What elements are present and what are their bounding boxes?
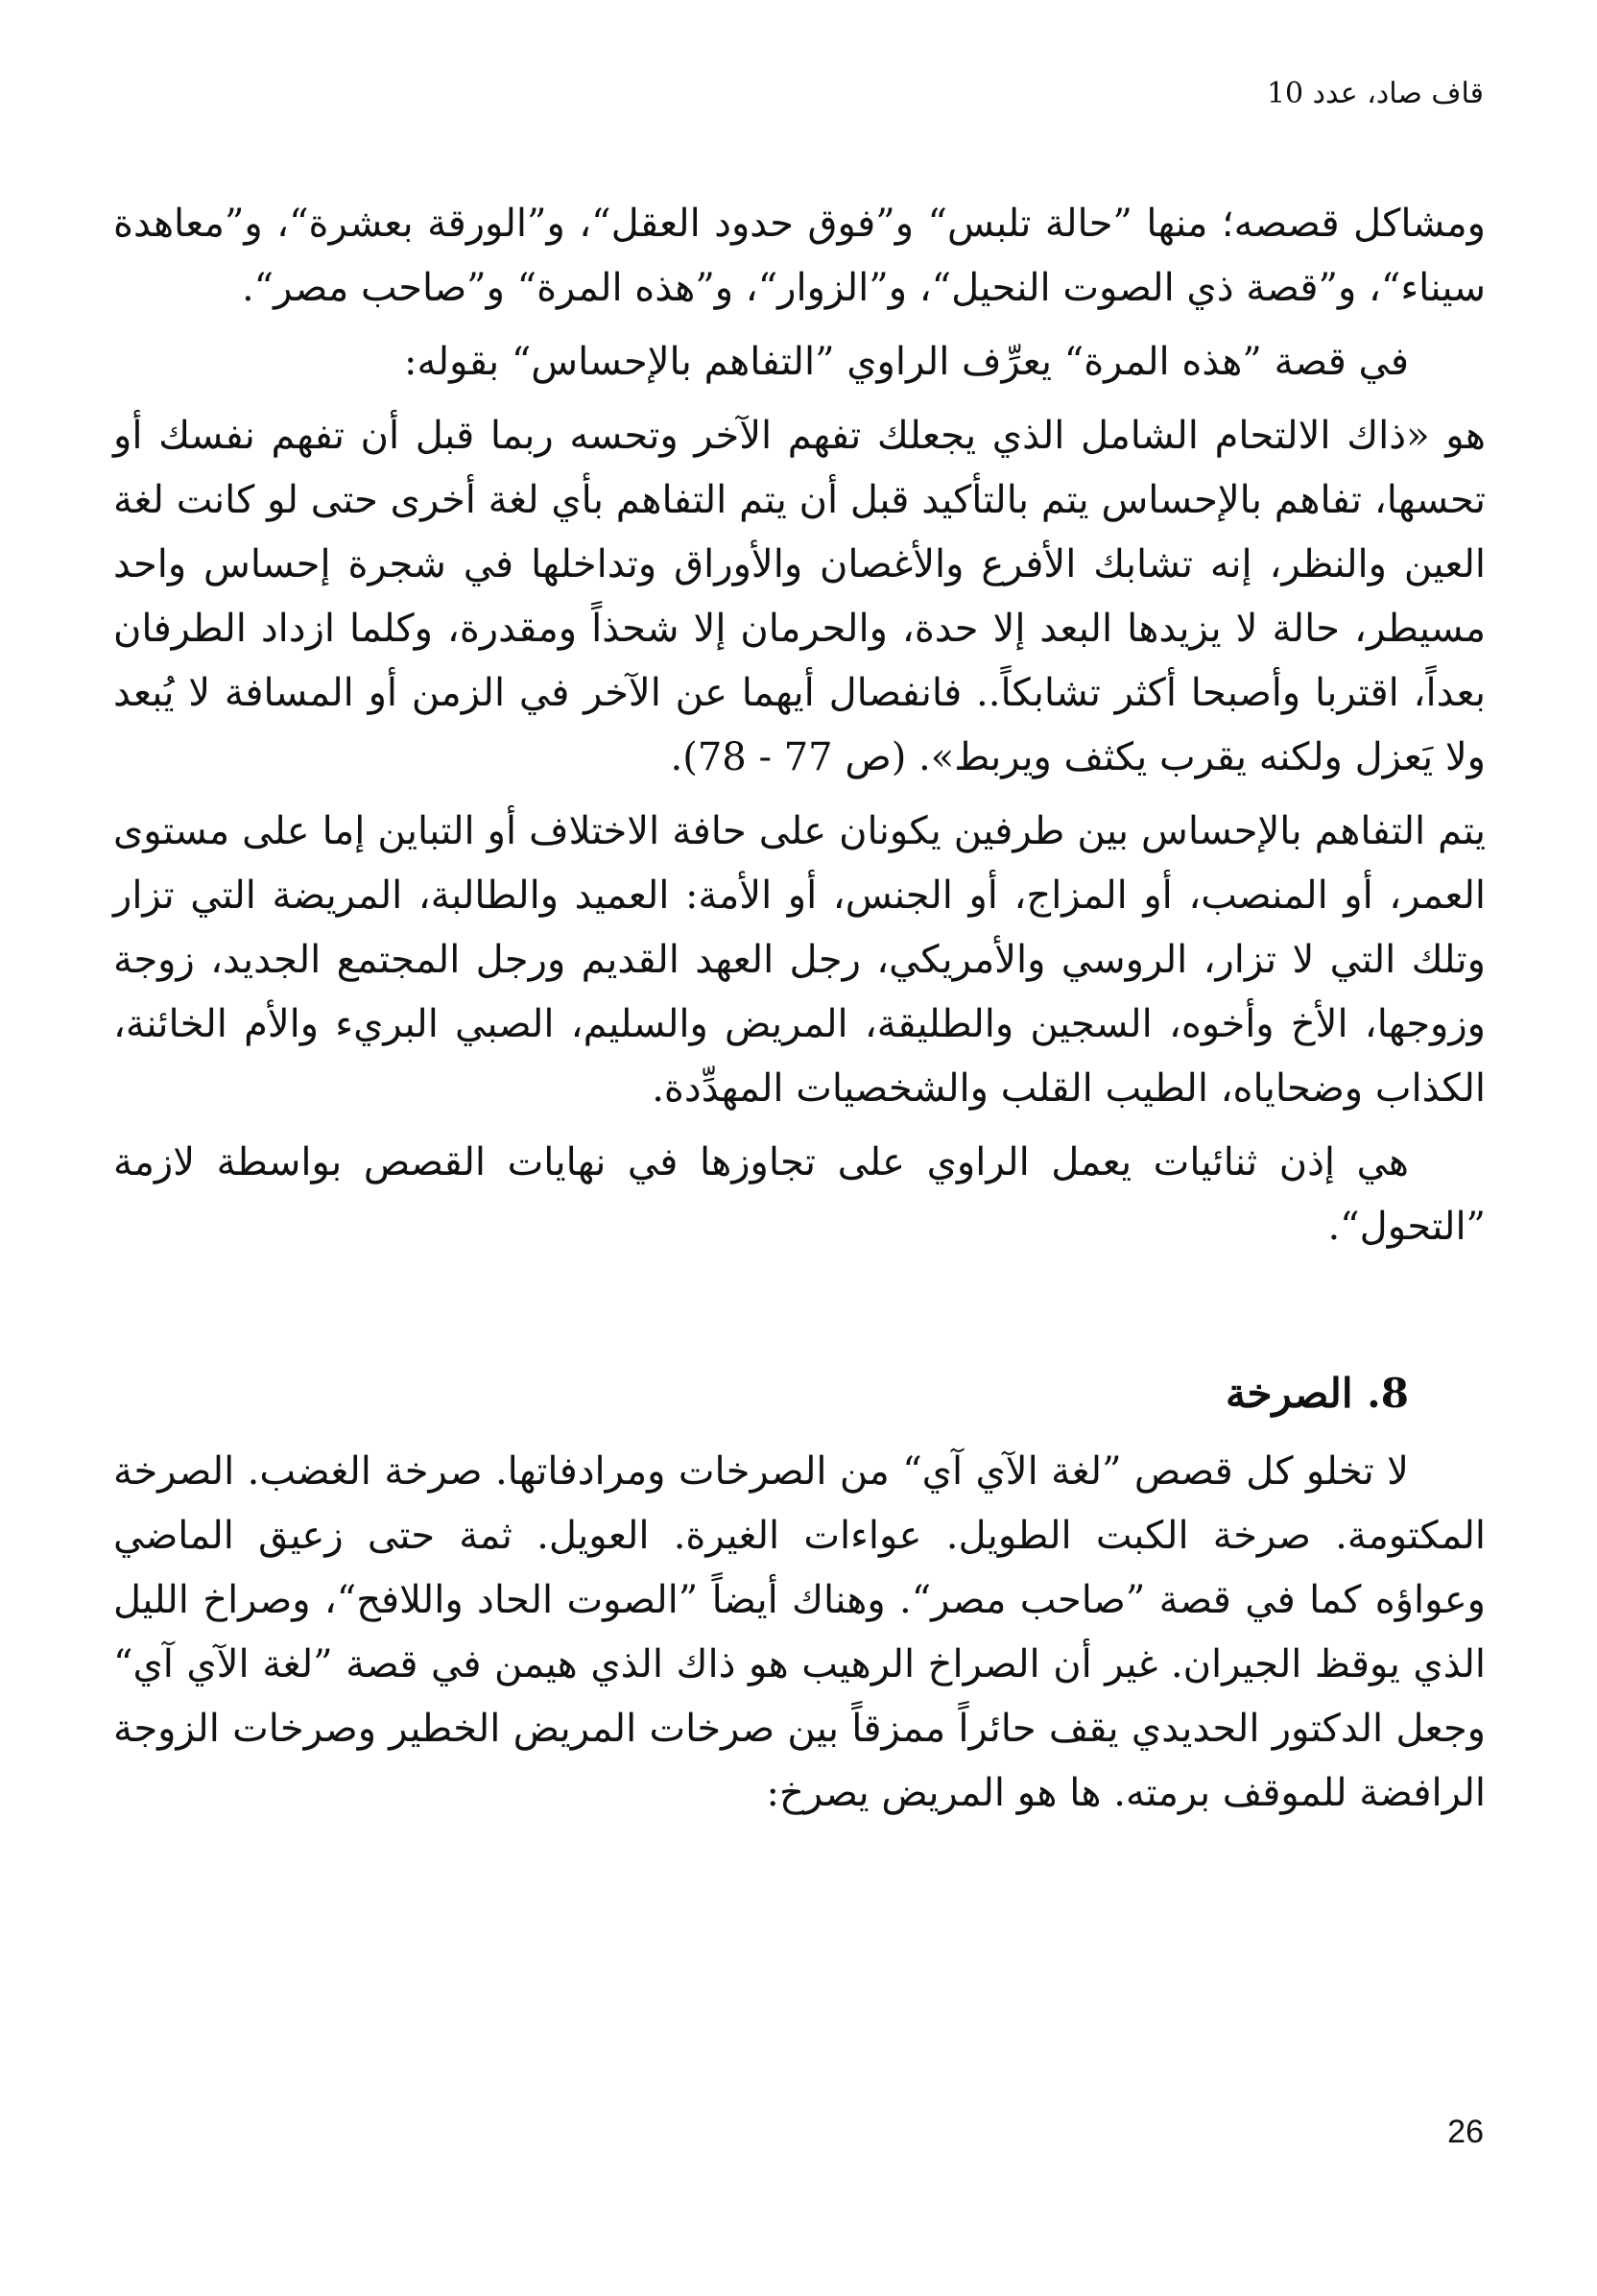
- page-number: 26: [1447, 2114, 1484, 2150]
- paragraph: يتم التفاهم بالإحساس بين طرفين يكونان على حافة الاختلاف أو التباين إما على مستوى العمر، أو المنصب، أو المزاج، أو الجنس، أو الأمة: العميد والطالبة، المريضة التي تزار وتلك التي لا تزار، الروسي والأمريكي، رجل العهد القديم ورجل المجتمع الجديد، زوجة وزوجها، الأخ وأخوه، السجين والطليقة، المريض والسليم، الصبي البريء والأم الخائنة، الكذاب وضحاياه، الطيب القلب والشخصيات المهدِّدة.: [113, 809, 1486, 1111]
- paragraph: في قصة ”هذه المرة“ يعرِّف الراوي ”التفاهم بالإحساس“ بقوله:: [403, 340, 1409, 384]
- paragraph: لا تخلو كل قصص ”لغة الآي آي“ من الصرخات ومرادفاتها. صرخة الغضب. الصرخة المكتومة. صرخة الكبت الطويل. عواءات الغيرة. العويل. ثمة حتى زعيق الماضي وعواؤه كما في قصة ”صاحب مصر“. وهناك أيضاً ”الصوت الحاد واللافح“، وصراخ الليل الذي يوقظ الجيران. غير أن الصراخ الرهيب هو ذاك الذي هيمن في قصة ”لغة الآي آي“ وجعل الدكتور الحديدي يقف حائراً ممزقاً بين صرخات المريض الخطير وصرخات الزوجة الرافضة للموقف برمته. ها هو المريض يصرخ:: [113, 1449, 1486, 1815]
- quote-paragraph: هو «ذاك الالتحام الشامل الذي يجعلك تفهم الآخر وتحسه ربما قبل أن تفهم نفسك أو تحسها، تفاهم بالإحساس يتم بالتأكيد قبل أن يتم التفاهم بأي لغة أخرى حتى لو كانت لغة العين والنظر، إنه تشابك الأفرع والأغصان والأوراق وتداخلها في شجرة إحساس واحد مسيطر، حالة لا يزيدها البعد إلا حدة، والحرمان إلا شحذاً ومقدرة، وكلما ازداد الطرفان بعداً، اقتربا وأصبحا أكثر تشابكاً.. فانفصال أيهما عن الآخر في الزمن أو المسافة لا يُبعد ولا يَعزل ولكنه يقرب يكثف ويربط». (ص 77 - 78).: [113, 414, 1486, 779]
- running-header: قاف صاد، عدد 10: [1266, 77, 1484, 110]
- paragraph: ومشاكل قصصه؛ منها ”حالة تلبس“ و”فوق حدود العقل“، و”الورقة بعشرة“، و”معاهدة سيناء“، و”قصة ذي الصوت النحيل“، و”الزوار“، و”هذه المرة“ و”صاحب مصر“.: [113, 202, 1486, 310]
- paragraph: هي إذن ثنائيات يعمل الراوي على تجاوزها في نهايات القصص بواسطة لازمة ”التحول“.: [113, 1140, 1486, 1249]
- page-body: [113, 192, 1486, 1826]
- section-heading: 8. الصرخة: [1225, 1370, 1409, 1417]
